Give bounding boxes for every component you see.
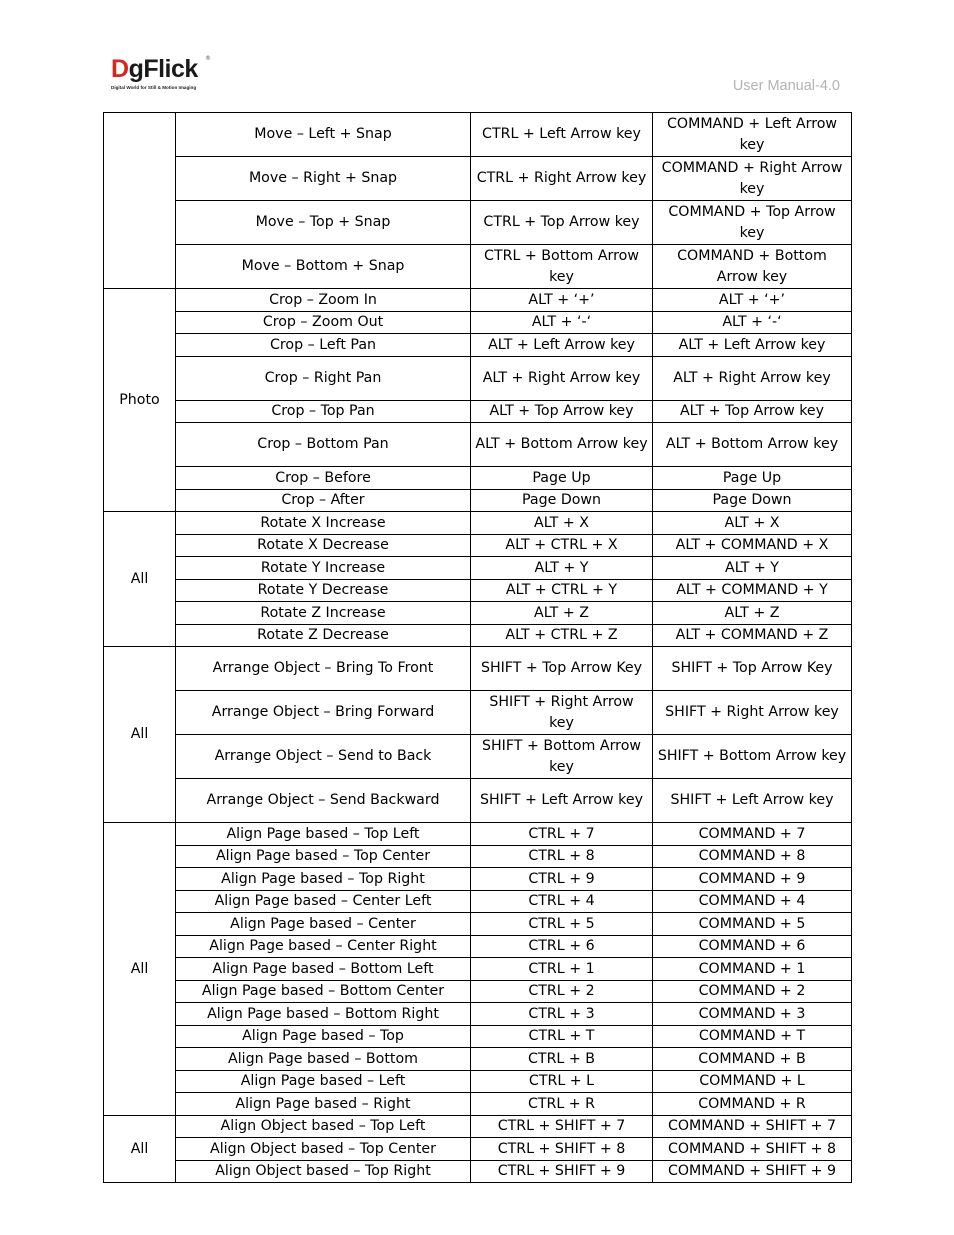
table-row <box>104 334 852 357</box>
table-row <box>104 913 852 936</box>
action-cell: Align Page based – Top Right <box>176 868 471 891</box>
table-row <box>104 400 852 423</box>
action-cell: Arrange Object – Bring To Front <box>176 647 471 691</box>
action-cell: Crop – After <box>176 489 471 512</box>
group-label-cell: All <box>104 647 176 823</box>
action-cell: Move – Bottom + Snap <box>176 245 471 289</box>
mac-shortcut-cell: ALT + Z <box>653 602 852 625</box>
mac-shortcut-cell: ALT + COMMAND + X <box>653 534 852 557</box>
action-cell: Move – Left + Snap <box>176 113 471 157</box>
action-cell: Rotate Y Increase <box>176 557 471 580</box>
action-cell: Arrange Object – Send Backward <box>176 779 471 823</box>
mac-shortcut-cell: COMMAND + 3 <box>653 1003 852 1026</box>
mac-shortcut-cell: COMMAND + R <box>653 1093 852 1116</box>
action-cell: Align Page based – Bottom Left <box>176 958 471 981</box>
windows-shortcut-cell: CTRL + Left Arrow key <box>471 113 653 157</box>
windows-shortcut-cell: ALT + CTRL + Z <box>471 624 653 647</box>
table-row <box>104 890 852 913</box>
table-row <box>104 289 852 312</box>
windows-shortcut-cell: CTRL + 2 <box>471 980 653 1003</box>
table-row <box>104 311 852 334</box>
windows-shortcut-cell: CTRL + R <box>471 1093 653 1116</box>
windows-shortcut-cell: ALT + Left Arrow key <box>471 334 653 357</box>
table-row <box>104 1048 852 1071</box>
mac-shortcut-cell: ALT + COMMAND + Z <box>653 624 852 647</box>
mac-shortcut-cell: ALT + ‘+’ <box>653 289 852 312</box>
windows-shortcut-cell: CTRL + 3 <box>471 1003 653 1026</box>
table-row <box>104 489 852 512</box>
group-label-cell: All <box>104 512 176 647</box>
action-cell: Align Page based – Bottom <box>176 1048 471 1071</box>
action-cell: Align Page based – Top <box>176 1025 471 1048</box>
windows-shortcut-cell: CTRL + 7 <box>471 823 653 846</box>
mac-shortcut-cell: Page Down <box>653 489 852 512</box>
windows-shortcut-cell: CTRL + 5 <box>471 913 653 936</box>
table-row <box>104 845 852 868</box>
mac-shortcut-cell: COMMAND + 5 <box>653 913 852 936</box>
windows-shortcut-cell: SHIFT + Bottom Arrow key <box>471 735 653 779</box>
action-cell: Align Page based – Right <box>176 1093 471 1116</box>
windows-shortcut-cell: CTRL + 6 <box>471 935 653 958</box>
table-row <box>104 1025 852 1048</box>
group-label-cell: Photo <box>104 289 176 512</box>
windows-shortcut-cell: CTRL + B <box>471 1048 653 1071</box>
action-cell: Arrange Object – Bring Forward <box>176 691 471 735</box>
mac-shortcut-cell: COMMAND + SHIFT + 8 <box>653 1138 852 1161</box>
action-cell: Align Object based – Top Left <box>176 1115 471 1138</box>
action-cell: Crop – Before <box>176 467 471 490</box>
mac-shortcut-cell: ALT + Top Arrow key <box>653 400 852 423</box>
mac-shortcut-cell: ALT + Y <box>653 557 852 580</box>
mac-shortcut-cell: ALT + Left Arrow key <box>653 334 852 357</box>
mac-shortcut-cell: SHIFT + Top Arrow Key <box>653 647 852 691</box>
action-cell: Align Object based – Top Center <box>176 1138 471 1161</box>
mac-shortcut-cell: COMMAND + 8 <box>653 845 852 868</box>
mac-shortcut-cell: COMMAND + Top Arrow key <box>653 201 852 245</box>
mac-shortcut-cell: COMMAND + Right Arrow key <box>653 157 852 201</box>
mac-shortcut-cell: ALT + X <box>653 512 852 535</box>
action-cell: Align Page based – Top Left <box>176 823 471 846</box>
action-cell: Align Page based – Center Left <box>176 890 471 913</box>
mac-shortcut-cell: COMMAND + T <box>653 1025 852 1048</box>
mac-shortcut-cell: COMMAND + L <box>653 1070 852 1093</box>
windows-shortcut-cell: ALT + ‘+’ <box>471 289 653 312</box>
table-row <box>104 647 852 691</box>
shortcut-table <box>103 112 852 1183</box>
table-row <box>104 423 852 467</box>
action-cell: Crop – Top Pan <box>176 400 471 423</box>
windows-shortcut-cell: CTRL + SHIFT + 9 <box>471 1160 653 1183</box>
shortcut-table-body <box>104 113 852 1183</box>
action-cell: Rotate X Increase <box>176 512 471 535</box>
table-row <box>104 557 852 580</box>
windows-shortcut-cell: CTRL + Right Arrow key <box>471 157 653 201</box>
windows-shortcut-cell: CTRL + SHIFT + 8 <box>471 1138 653 1161</box>
action-cell: Crop – Bottom Pan <box>176 423 471 467</box>
windows-shortcut-cell: SHIFT + Left Arrow key <box>471 779 653 823</box>
action-cell: Align Page based – Bottom Right <box>176 1003 471 1026</box>
windows-shortcut-cell: CTRL + SHIFT + 7 <box>471 1115 653 1138</box>
mac-shortcut-cell: COMMAND + 2 <box>653 980 852 1003</box>
windows-shortcut-cell: CTRL + 1 <box>471 958 653 981</box>
mac-shortcut-cell: COMMAND + Bottom Arrow key <box>653 245 852 289</box>
table-row <box>104 602 852 625</box>
mac-shortcut-cell: SHIFT + Bottom Arrow key <box>653 735 852 779</box>
action-cell: Arrange Object – Send to Back <box>176 735 471 779</box>
action-cell: Move – Right + Snap <box>176 157 471 201</box>
group-label-cell <box>104 113 176 289</box>
mac-shortcut-cell: COMMAND + Left Arrow key <box>653 113 852 157</box>
table-row <box>104 823 852 846</box>
windows-shortcut-cell: ALT + Bottom Arrow key <box>471 423 653 467</box>
manual-version-label: User Manual-4.0 <box>732 78 840 94</box>
table-row <box>104 356 852 400</box>
mac-shortcut-cell: COMMAND + 1 <box>653 958 852 981</box>
action-cell: Align Page based – Bottom Center <box>176 980 471 1003</box>
windows-shortcut-cell: ALT + Y <box>471 557 653 580</box>
table-row <box>104 157 852 201</box>
group-label-cell: All <box>104 823 176 1116</box>
windows-shortcut-cell: CTRL + L <box>471 1070 653 1093</box>
table-row <box>104 779 852 823</box>
mac-shortcut-cell: SHIFT + Left Arrow key <box>653 779 852 823</box>
table-row <box>104 245 852 289</box>
windows-shortcut-cell: CTRL + 8 <box>471 845 653 868</box>
windows-shortcut-cell: ALT + ‘-‘ <box>471 311 653 334</box>
action-cell: Crop – Left Pan <box>176 334 471 357</box>
mac-shortcut-cell: ALT + Right Arrow key <box>653 356 852 400</box>
action-cell: Rotate Z Increase <box>176 602 471 625</box>
group-label-cell: All <box>104 1115 176 1183</box>
action-cell: Align Page based – Center Right <box>176 935 471 958</box>
mac-shortcut-cell: COMMAND + 6 <box>653 935 852 958</box>
action-cell: Align Object based – Top Right <box>176 1160 471 1183</box>
windows-shortcut-cell: ALT + Top Arrow key <box>471 400 653 423</box>
table-row <box>104 624 852 647</box>
mac-shortcut-cell: COMMAND + 7 <box>653 823 852 846</box>
windows-shortcut-cell: ALT + Z <box>471 602 653 625</box>
action-cell: Rotate Y Decrease <box>176 579 471 602</box>
action-cell: Rotate Z Decrease <box>176 624 471 647</box>
windows-shortcut-cell: Page Up <box>471 467 653 490</box>
action-cell: Move – Top + Snap <box>176 201 471 245</box>
mac-shortcut-cell: SHIFT + Right Arrow key <box>653 691 852 735</box>
action-cell: Align Page based – Top Center <box>176 845 471 868</box>
table-row <box>104 534 852 557</box>
table-row <box>104 467 852 490</box>
windows-shortcut-cell: Page Down <box>471 489 653 512</box>
mac-shortcut-cell: COMMAND + 4 <box>653 890 852 913</box>
table-row <box>104 113 852 157</box>
action-cell: Align Page based – Left <box>176 1070 471 1093</box>
mac-shortcut-cell: ALT + ‘-‘ <box>653 311 852 334</box>
table-row <box>104 691 852 735</box>
windows-shortcut-cell: CTRL + 4 <box>471 890 653 913</box>
mac-shortcut-cell: COMMAND + SHIFT + 7 <box>653 1115 852 1138</box>
table-row <box>104 512 852 535</box>
windows-shortcut-cell: SHIFT + Right Arrow key <box>471 691 653 735</box>
mac-shortcut-cell: COMMAND + 9 <box>653 868 852 891</box>
windows-shortcut-cell: CTRL + 9 <box>471 868 653 891</box>
table-row <box>104 735 852 779</box>
action-cell: Rotate X Decrease <box>176 534 471 557</box>
windows-shortcut-cell: ALT + X <box>471 512 653 535</box>
table-row <box>104 1160 852 1183</box>
windows-shortcut-cell: CTRL + Bottom Arrow key <box>471 245 653 289</box>
mac-shortcut-cell: Page Up <box>653 467 852 490</box>
windows-shortcut-cell: CTRL + T <box>471 1025 653 1048</box>
table-row <box>104 1138 852 1161</box>
table-row <box>104 935 852 958</box>
mac-shortcut-cell: ALT + Bottom Arrow key <box>653 423 852 467</box>
table-row <box>104 579 852 602</box>
registered-mark: ® <box>205 55 211 62</box>
action-cell: Crop – Zoom Out <box>176 311 471 334</box>
table-row <box>104 201 852 245</box>
logo-wordmark: DgFlick <box>111 55 198 83</box>
windows-shortcut-cell: ALT + CTRL + Y <box>471 579 653 602</box>
table-row <box>104 1115 852 1138</box>
table-row <box>104 1003 852 1026</box>
table-row <box>104 958 852 981</box>
mac-shortcut-cell: COMMAND + B <box>653 1048 852 1071</box>
windows-shortcut-cell: SHIFT + Top Arrow Key <box>471 647 653 691</box>
logo-tagline: Digital World for Still & Motion Imaging <box>111 85 197 90</box>
windows-shortcut-cell: ALT + CTRL + X <box>471 534 653 557</box>
table-row <box>104 1070 852 1093</box>
windows-shortcut-cell: ALT + Right Arrow key <box>471 356 653 400</box>
table-row <box>104 868 852 891</box>
action-cell: Align Page based – Center <box>176 913 471 936</box>
mac-shortcut-cell: COMMAND + SHIFT + 9 <box>653 1160 852 1183</box>
mac-shortcut-cell: ALT + COMMAND + Y <box>653 579 852 602</box>
action-cell: Crop – Zoom In <box>176 289 471 312</box>
brand-logo <box>111 56 221 96</box>
action-cell: Crop – Right Pan <box>176 356 471 400</box>
table-row <box>104 980 852 1003</box>
windows-shortcut-cell: CTRL + Top Arrow key <box>471 201 653 245</box>
table-row <box>104 1093 852 1116</box>
